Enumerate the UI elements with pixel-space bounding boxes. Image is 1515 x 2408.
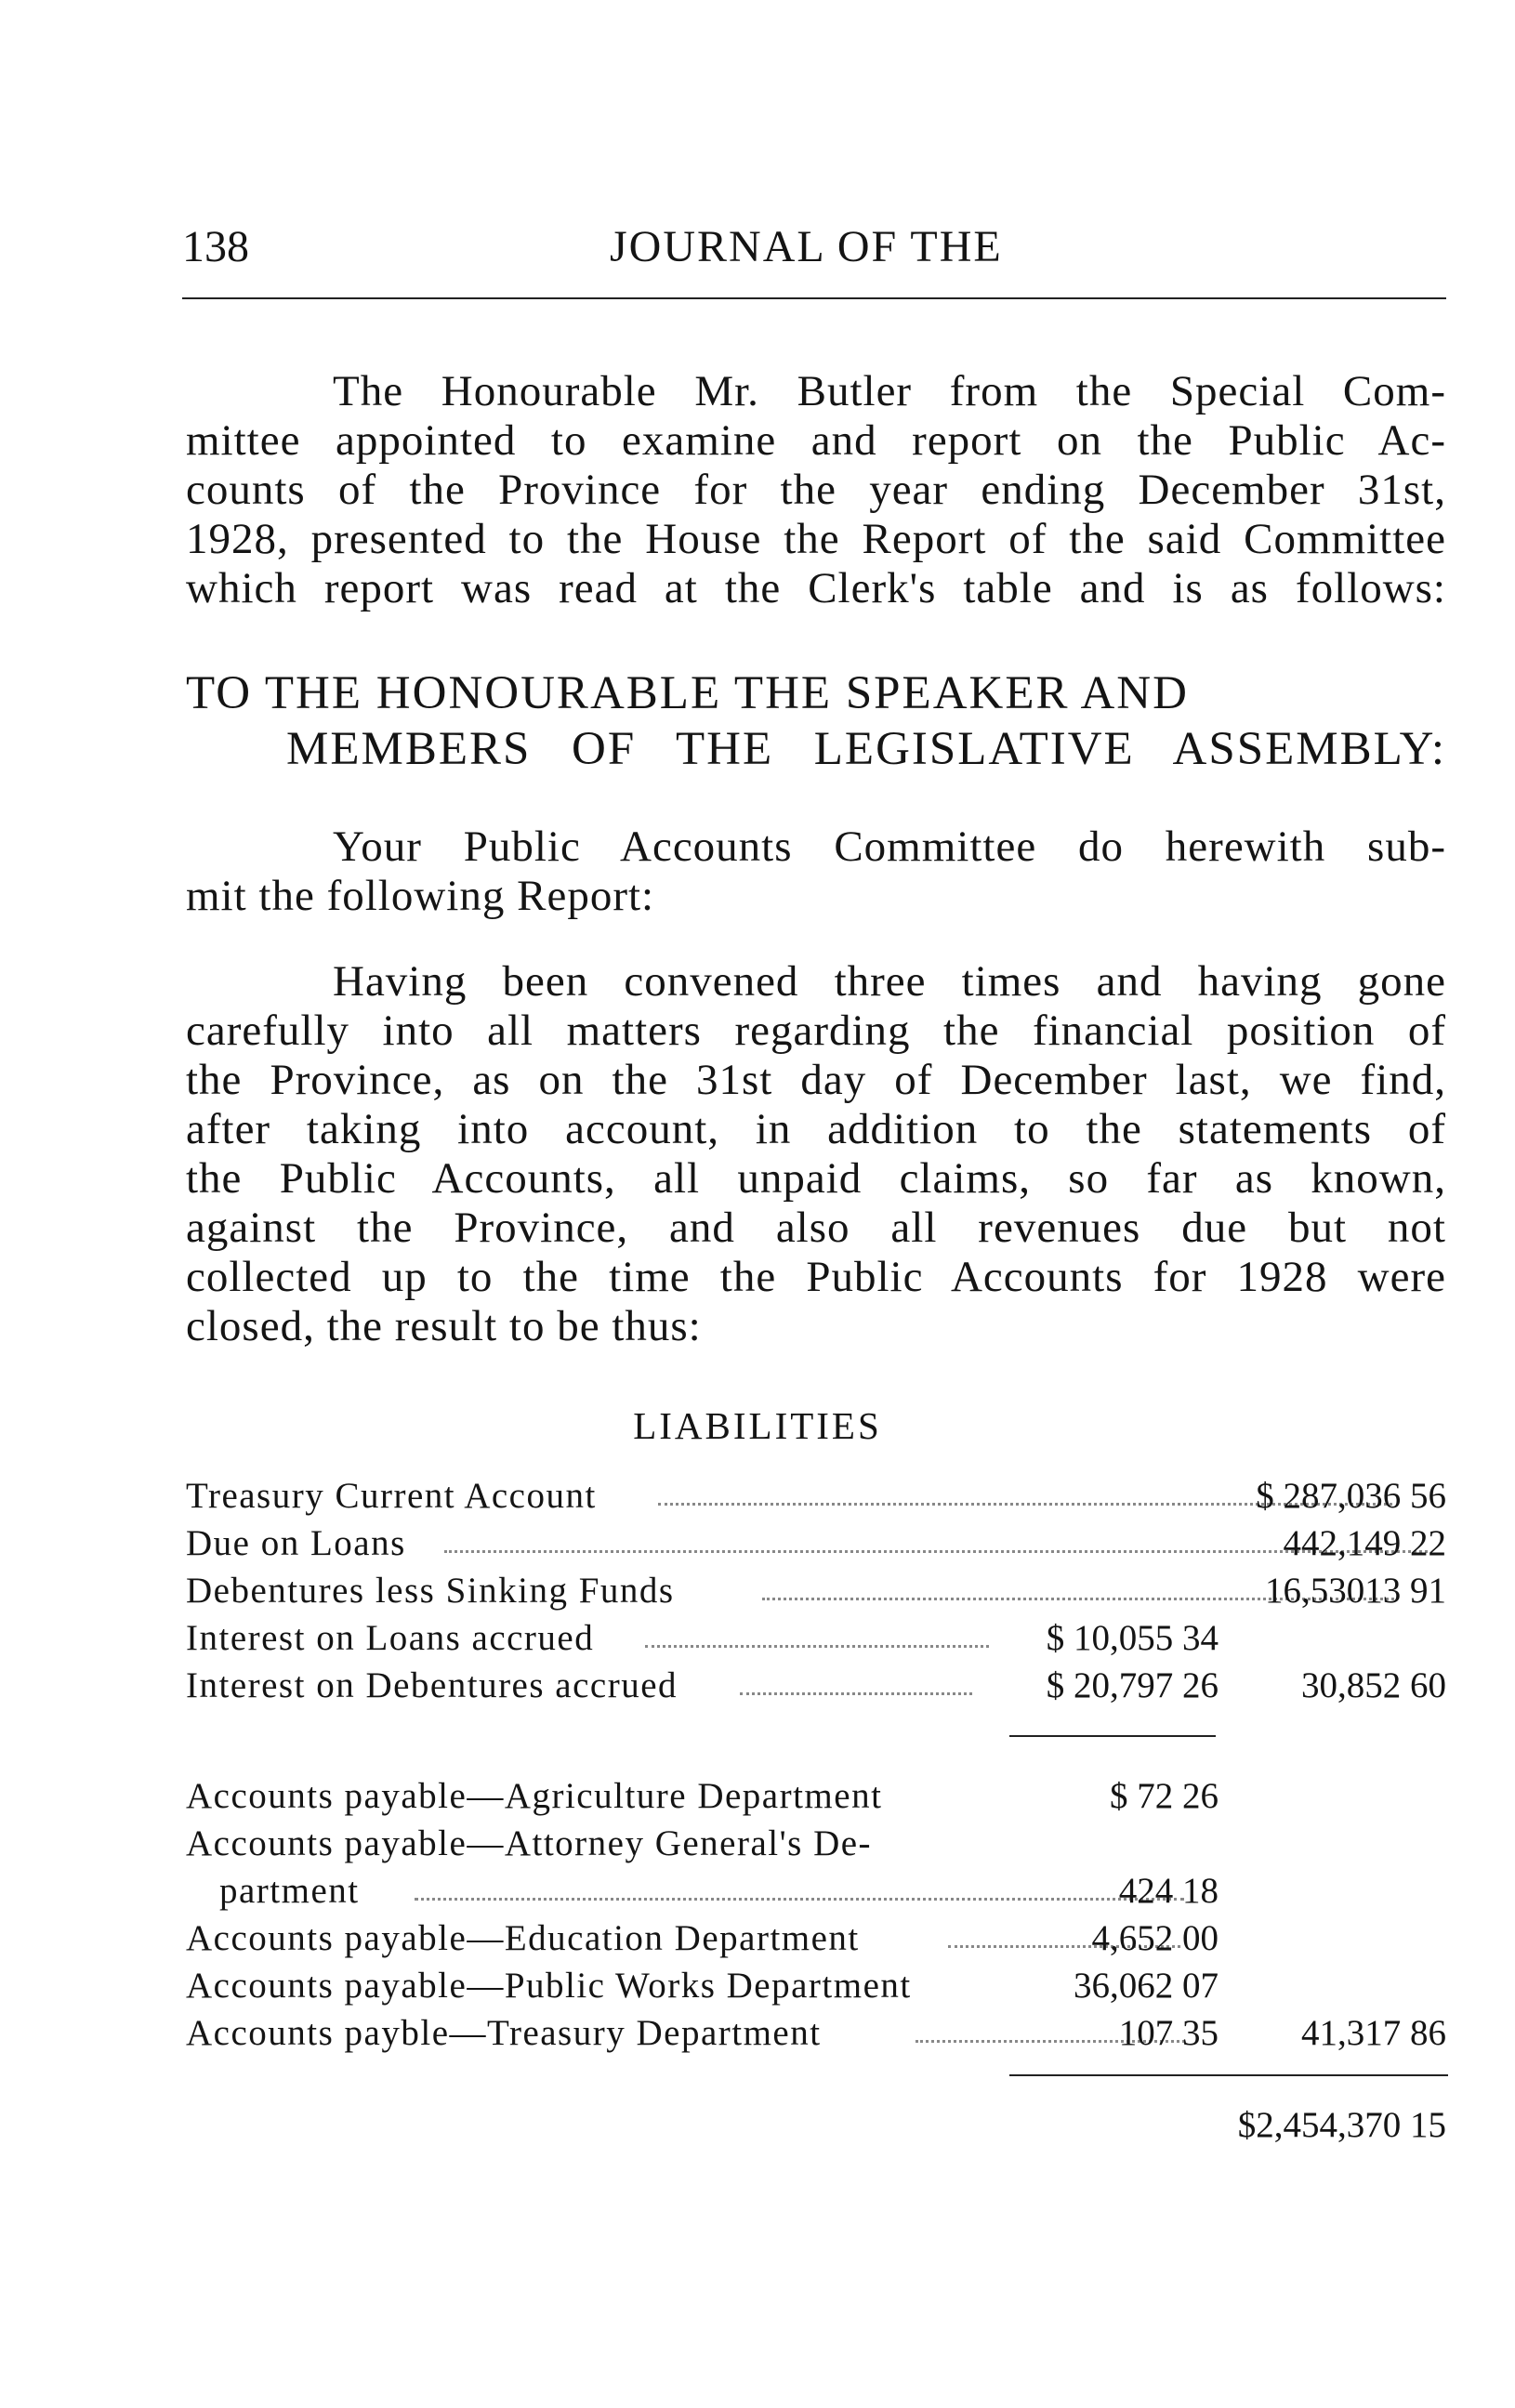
row-label: Accounts payable—Attorney General's De- bbox=[186, 1823, 873, 1863]
mid-amount: 107 35 bbox=[1118, 2013, 1219, 2053]
ledger-row bbox=[186, 1615, 1446, 1662]
running-title: JOURNAL OF THE bbox=[610, 222, 1003, 271]
row-label: Interest on Loans accrued bbox=[186, 1618, 595, 1658]
para2-line: carefully into all matters regarding the financial position of bbox=[186, 1007, 1446, 1055]
para2-line: closed, the result to be thus: bbox=[186, 1302, 702, 1350]
total-row bbox=[186, 2102, 1446, 2149]
para2-line: the Province, as on the 31st day of December last, we find, bbox=[186, 1056, 1446, 1104]
intro-line: counts of the Province for the year ending December 31st, bbox=[186, 466, 1446, 514]
mid-amount: $ 72 26 bbox=[1110, 1776, 1219, 1816]
para2-line: after taking into account, in addition to the statements of bbox=[186, 1105, 1446, 1153]
header-rule bbox=[182, 297, 1446, 299]
leader-dots bbox=[415, 1898, 1184, 1901]
ledger-row bbox=[186, 1473, 1446, 1520]
intro-line: The Honourable Mr. Butler from the Special Com- bbox=[333, 367, 1446, 415]
right-amount: $ 287,036 56 bbox=[1256, 1476, 1446, 1516]
ledger-row bbox=[186, 1915, 1446, 1962]
row-label: Interest on Debentures accrued bbox=[186, 1665, 678, 1705]
row-label: Accounts payable—Education Department bbox=[186, 1918, 860, 1958]
right-amount: 16,53013 91 bbox=[1265, 1571, 1446, 1611]
para2-line: against the Province, and also all revenues due but not bbox=[186, 1204, 1446, 1252]
leader-dots bbox=[444, 1550, 1428, 1553]
row-label: Due on Loans bbox=[186, 1523, 406, 1563]
mid-amount: 36,062 07 bbox=[1074, 1966, 1219, 2006]
intro-line: 1928, presented to the House the Report of the said Committee bbox=[186, 515, 1446, 563]
ledger-row bbox=[186, 1663, 1446, 1709]
ledger-row bbox=[186, 1568, 1446, 1614]
liabilities-heading: LIABILITIES bbox=[633, 1404, 882, 1447]
row-label: Treasury Current Account bbox=[186, 1476, 597, 1516]
intro-line: mittee appointed to examine and report on the Public Ac- bbox=[186, 416, 1446, 465]
right-amount: 442,149 22 bbox=[1283, 1523, 1446, 1563]
row-label: Accounts payable—Agriculture Department bbox=[186, 1776, 883, 1816]
ledger-row bbox=[186, 1821, 1446, 1867]
grand-total: $2,454,370 15 bbox=[1237, 2105, 1446, 2145]
leader-dots bbox=[740, 1692, 972, 1695]
mid-amount: $ 10,055 34 bbox=[1046, 1618, 1219, 1658]
ledger-row bbox=[186, 2010, 1446, 2057]
right-amount: 30,852 60 bbox=[1301, 1665, 1446, 1705]
row-label: partment bbox=[219, 1871, 360, 1911]
para1-line: Your Public Accounts Committee do herewith sub- bbox=[333, 822, 1446, 871]
address-line-1: TO THE HONOURABLE THE SPEAKER AND bbox=[186, 667, 1189, 719]
para2-line: collected up to the time the Public Accounts for 1928 were bbox=[186, 1253, 1446, 1301]
ledger-row bbox=[186, 1868, 1446, 1915]
intro-line: which report was read at the Clerk's table and is as follows: bbox=[186, 564, 1446, 612]
ledger-row bbox=[186, 1520, 1446, 1567]
mid-amount: 424 18 bbox=[1118, 1871, 1219, 1911]
ledger-row bbox=[186, 1773, 1446, 1820]
page-number: 138 bbox=[182, 222, 249, 271]
subtotal-rule bbox=[1009, 1735, 1216, 1737]
mid-amount: 4,652 00 bbox=[1091, 1918, 1219, 1958]
row-label: Accounts payable—Public Works Department bbox=[186, 1966, 912, 2006]
right-amount: 41,317 86 bbox=[1301, 2013, 1446, 2053]
total-rule bbox=[1009, 2074, 1448, 2076]
address-line-2: MEMBERS OF THE LEGISLATIVE ASSEMBLY: bbox=[286, 723, 1446, 775]
mid-amount: $ 20,797 26 bbox=[1046, 1665, 1219, 1705]
para2-line: Having been convened three times and having gone bbox=[333, 957, 1446, 1006]
para2-line: the Public Accounts, all unpaid claims, so far as known, bbox=[186, 1154, 1446, 1203]
ledger-row bbox=[186, 1963, 1446, 2009]
leader-dots bbox=[645, 1645, 989, 1648]
para1-line: mit the following Report: bbox=[186, 872, 655, 920]
row-label: Debentures less Sinking Funds bbox=[186, 1571, 675, 1611]
row-label: Accounts payble—Treasury Department bbox=[186, 2013, 822, 2053]
